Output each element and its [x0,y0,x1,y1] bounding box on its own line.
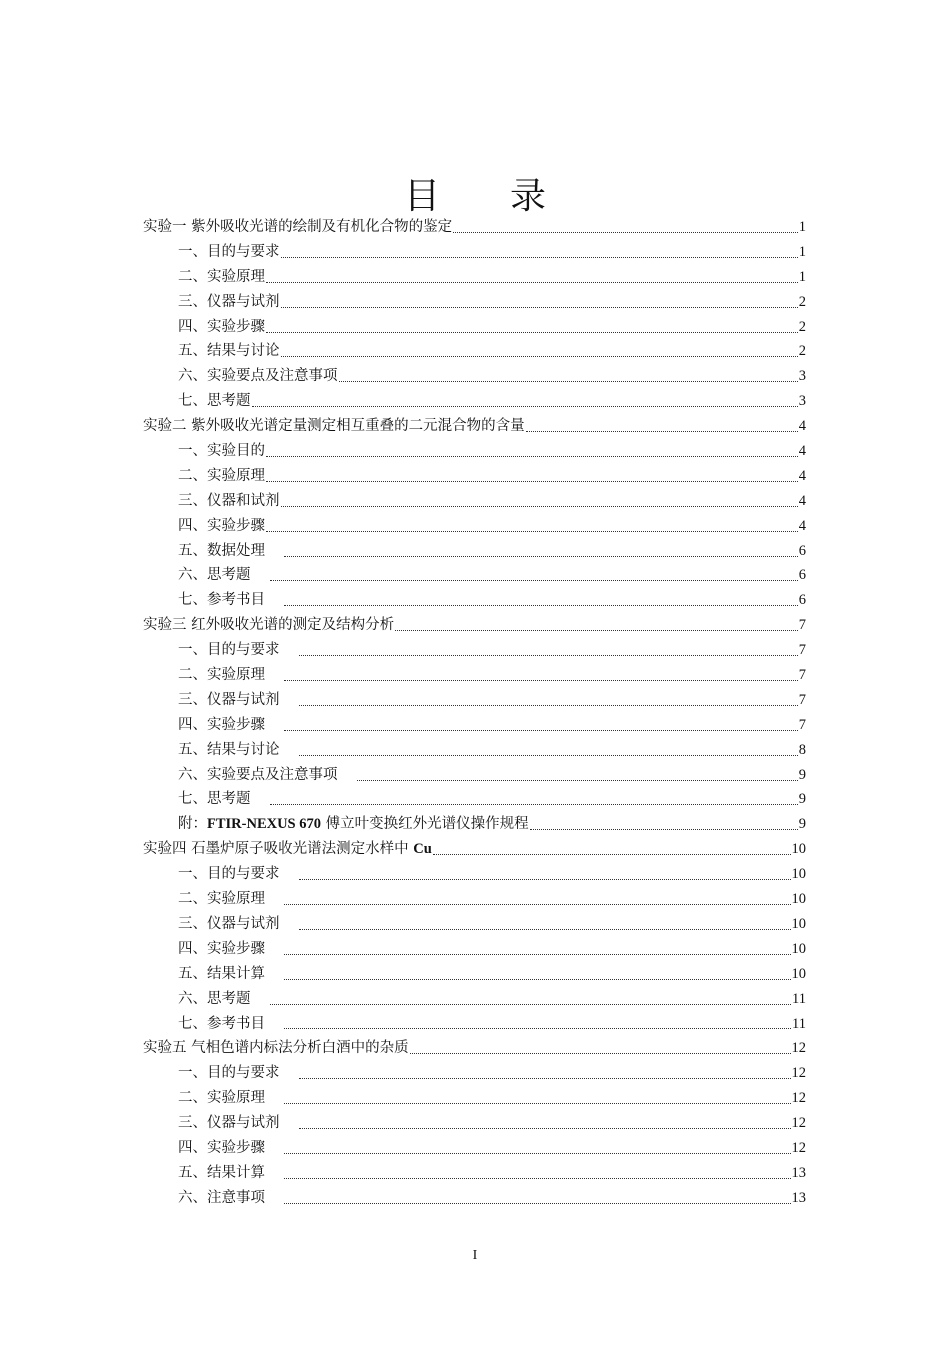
toc-page-number: 1 [798,268,806,285]
toc-section-entry[interactable] [143,464,806,489]
toc-entry-title [178,1161,283,1186]
toc-entry-text: 七、思考题 [178,791,251,808]
toc-entry-title [178,290,280,315]
dot-leader [284,954,791,955]
dot-leader [299,879,791,880]
toc-page-number: 1 [798,243,806,260]
toc-entry-title [178,1086,283,1111]
toc-section-entry[interactable] [143,962,806,987]
toc-entry-title [178,339,280,364]
dot-leader [281,356,798,357]
toc-page-number: 7 [798,617,806,634]
toc-section-entry[interactable] [143,439,806,464]
toc-entry-text: 五、结果计算 [178,1164,265,1181]
dot-leader [299,705,798,706]
toc-page-number: 11 [792,990,806,1007]
toc-entry-title [178,937,283,962]
page-title [0,168,950,216]
toc-entry-title [178,1061,298,1086]
toc-entry-title [178,315,265,340]
toc-page-number: 2 [798,343,806,360]
dot-leader [284,1028,791,1029]
dot-leader [270,580,798,581]
toc-page-number: 10 [791,965,806,982]
toc-page-number: 3 [798,368,806,385]
toc-entry-title [143,1036,409,1061]
toc-entry-title [178,1111,298,1136]
toc-section-entry[interactable] [143,1111,806,1136]
toc-entry-title [178,763,356,788]
toc-section-entry[interactable] [143,389,806,414]
toc-section-entry[interactable] [143,588,806,613]
toc-page-number: 4 [798,443,806,460]
table-of-contents [143,215,806,1211]
dot-leader [530,829,798,830]
toc-page-number: 9 [798,791,806,808]
toc-section-entry[interactable] [143,364,806,389]
dot-leader [433,854,791,855]
toc-page-number: 9 [798,816,806,833]
toc-section-entry[interactable] [143,1061,806,1086]
toc-entry-title [178,514,265,539]
dot-leader [281,307,798,308]
dot-leader [299,755,798,756]
toc-page-number: 6 [798,592,806,609]
dot-leader [526,431,798,432]
toc-entry-text: 一、目的与要求 [178,1065,280,1082]
toc-entry-title [143,837,432,862]
toc-entry-title [178,389,251,414]
toc-section-entry[interactable] [143,862,806,887]
toc-entry-text-rest: 傅立叶变换红外光谱仪操作规程 [321,816,529,833]
toc-entry-text: 四、实验步骤 [178,716,265,733]
toc-entry-title [178,1012,283,1037]
toc-section-entry[interactable] [143,240,806,265]
toc-section-entry[interactable] [143,290,806,315]
dot-leader [284,1178,791,1179]
toc-entry-bold-text: Cu [413,841,432,858]
dot-leader [281,257,798,258]
toc-section-entry[interactable] [143,812,806,837]
toc-entry-title [178,1136,283,1161]
toc-section-entry[interactable] [143,663,806,688]
toc-entry-text: 五、数据处理 [178,542,265,559]
toc-section-entry[interactable] [143,1186,806,1211]
dot-leader [395,630,798,631]
toc-entry-text: 三、仪器与试剂 [178,915,280,932]
toc-page-number: 6 [798,567,806,584]
dot-leader [281,506,798,507]
toc-section-entry[interactable] [143,339,806,364]
toc-entry-text: 四、实验步骤 [178,517,265,534]
toc-entry-text: 四、实验步骤 [178,940,265,957]
toc-page-number: 7 [798,642,806,659]
toc-entry-title [178,265,265,290]
toc-entry-text: 三、仪器和试剂 [178,492,280,509]
toc-chapter-entry[interactable] [143,1036,806,1061]
toc-entry-title [178,962,283,987]
dot-leader [266,456,798,457]
toc-chapter-entry[interactable] [143,414,806,439]
toc-page-number: 1 [798,219,806,235]
toc-entry-text: 附： [178,816,207,833]
toc-page-number: 11 [792,1015,806,1032]
toc-page-number: 4 [798,467,806,484]
toc-page-number: 7 [798,716,806,733]
toc-entry-title [178,489,280,514]
toc-entry-text: 七、参考书目 [178,1015,265,1032]
toc-entry-text: 一、目的与要求 [178,642,280,659]
toc-section-entry[interactable] [143,887,806,912]
toc-entry-text: 四、实验步骤 [178,318,265,335]
dot-leader [410,1053,791,1054]
toc-entry-title [143,414,525,439]
toc-page-number: 12 [791,1139,806,1156]
toc-entry-title [178,638,298,663]
toc-entry-text: 六、注意事项 [178,1189,265,1206]
toc-entry-title [178,588,283,613]
toc-entry-text: 二、实验原理 [178,467,265,484]
toc-entry-title [178,887,283,912]
toc-page-number: 3 [798,393,806,410]
dot-leader [284,1103,791,1104]
dot-leader [357,780,798,781]
toc-entry-text: 五、结果计算 [178,965,265,982]
toc-entry-title [178,738,298,763]
toc-entry-title [143,613,394,638]
toc-page-number: 13 [791,1189,806,1206]
toc-entry-text: 五、结果与讨论 [178,343,280,360]
toc-entry-text: 五、结果与讨论 [178,741,280,758]
page-number: I [472,1248,478,1263]
toc-entry-text: 二、实验原理 [178,268,265,285]
toc-page-number: 10 [791,841,806,858]
toc-section-entry[interactable] [143,763,806,788]
toc-section-entry[interactable] [143,1086,806,1111]
toc-entry-title [178,862,298,887]
toc-section-entry[interactable] [143,738,806,763]
toc-section-entry[interactable] [143,315,806,340]
toc-entry-title [178,812,529,837]
toc-entry-text: 六、思考题 [178,567,251,584]
toc-entry-title [178,787,269,812]
toc-page-number: 2 [798,318,806,335]
toc-entry-text: 实验四 石墨炉原子吸收光谱法测定水样中 [143,841,414,858]
toc-page-number: 12 [791,1065,806,1082]
dot-leader [266,481,798,482]
title-char-2: 录 [510,176,547,217]
toc-entry-text: 六、思考题 [178,990,251,1007]
toc-entry-text: 三、仪器与试剂 [178,293,280,310]
toc-entry-title [178,464,265,489]
toc-entry-text: 一、目的与要求 [178,243,280,260]
toc-page-number: 12 [791,1040,806,1057]
toc-section-entry[interactable] [143,912,806,937]
toc-entry-text: 二、实验原理 [178,667,265,684]
dot-leader [266,282,798,283]
dot-leader [299,1128,791,1129]
dot-leader [299,1078,791,1079]
title-char-1: 目 [403,176,440,217]
dot-leader [299,929,791,930]
toc-page-number: 9 [798,766,806,783]
dot-leader [284,730,798,731]
dot-leader [284,680,798,681]
toc-entry-text: 七、思考题 [178,393,251,410]
toc-page-number: 6 [798,542,806,559]
dot-leader [284,1153,791,1154]
toc-page-number: 12 [791,1090,806,1107]
toc-entry-text: 实验二 紫外吸收光谱定量测定相互重叠的二元混合物的含量 [143,418,525,435]
dot-leader [453,232,798,233]
toc-section-entry[interactable] [143,1161,806,1186]
dot-leader [339,381,798,382]
toc-entry-title [178,364,338,389]
toc-section-entry[interactable] [143,937,806,962]
dot-leader [270,1004,792,1005]
toc-section-entry[interactable] [143,489,806,514]
toc-entry-title [178,439,265,464]
toc-section-entry[interactable] [143,787,806,812]
toc-page-number: 2 [798,293,806,310]
toc-entry-text: 一、实验目的 [178,443,265,460]
toc-entry-title [178,688,298,713]
toc-entry-text: 四、实验步骤 [178,1139,265,1156]
toc-section-entry[interactable] [143,987,806,1012]
toc-entry-title [178,713,283,738]
toc-page-number: 10 [791,891,806,908]
toc-entry-bold-text: FTIR-NEXUS 670 [207,816,321,833]
toc-section-entry[interactable] [143,638,806,663]
toc-entry-title [178,1186,283,1211]
dot-leader [266,531,798,532]
toc-entry-text: 三、仪器与试剂 [178,691,280,708]
toc-section-entry[interactable] [143,688,806,713]
toc-entry-text: 实验三 红外吸收光谱的测定及结构分析 [143,617,395,634]
toc-entry-title [178,663,283,688]
toc-page-number: 10 [791,940,806,957]
toc-page-number: 8 [798,741,806,758]
toc-section-entry[interactable] [143,265,806,290]
toc-page-number: 4 [798,418,806,435]
toc-entry-text: 六、实验要点及注意事项 [178,368,338,385]
toc-section-entry[interactable] [143,1012,806,1037]
toc-entry-title [178,987,269,1012]
toc-entry-title [178,563,269,588]
dot-leader [252,406,798,407]
dot-leader [284,1203,791,1204]
toc-entry-text: 三、仪器与试剂 [178,1115,280,1132]
toc-entry-text: 七、参考书目 [178,592,265,609]
dot-leader [299,655,798,656]
toc-entry-text: 实验一 紫外吸收光谱的绘制及有机化合物的鉴定 [143,219,453,235]
toc-entry-text: 实验五 气相色谱内标法分析白酒中的杂质 [143,1040,409,1057]
toc-entry-title [178,240,280,265]
toc-chapter-entry[interactable] [143,837,806,862]
dot-leader [284,556,798,557]
dot-leader [284,979,791,980]
toc-page-number: 12 [791,1115,806,1132]
toc-page-number: 10 [791,866,806,883]
dot-leader [266,332,798,333]
dot-leader [284,605,798,606]
toc-entry-title [178,539,283,564]
toc-section-entry[interactable] [143,1136,806,1161]
toc-page-number: 4 [798,517,806,534]
toc-entry-title [178,912,298,937]
toc-section-entry[interactable] [143,563,806,588]
toc-entry-title [143,215,452,240]
dot-leader [270,804,798,805]
toc-section-entry[interactable] [143,539,806,564]
toc-entry-text: 六、实验要点及注意事项 [178,766,338,783]
toc-page-number: 10 [791,915,806,932]
toc-page-number: 4 [798,492,806,509]
toc-entry-text: 二、实验原理 [178,891,265,908]
toc-section-entry[interactable] [143,514,806,539]
toc-page-number: 13 [791,1164,806,1181]
dot-leader [284,904,791,905]
toc-section-entry[interactable] [143,713,806,738]
toc-chapter-entry[interactable] [143,613,806,638]
toc-chapter-entry[interactable] [143,215,806,240]
toc-entry-text: 二、实验原理 [178,1090,265,1107]
toc-page-number: 7 [798,667,806,684]
toc-entry-text: 一、目的与要求 [178,866,280,883]
toc-page-number: 7 [798,691,806,708]
